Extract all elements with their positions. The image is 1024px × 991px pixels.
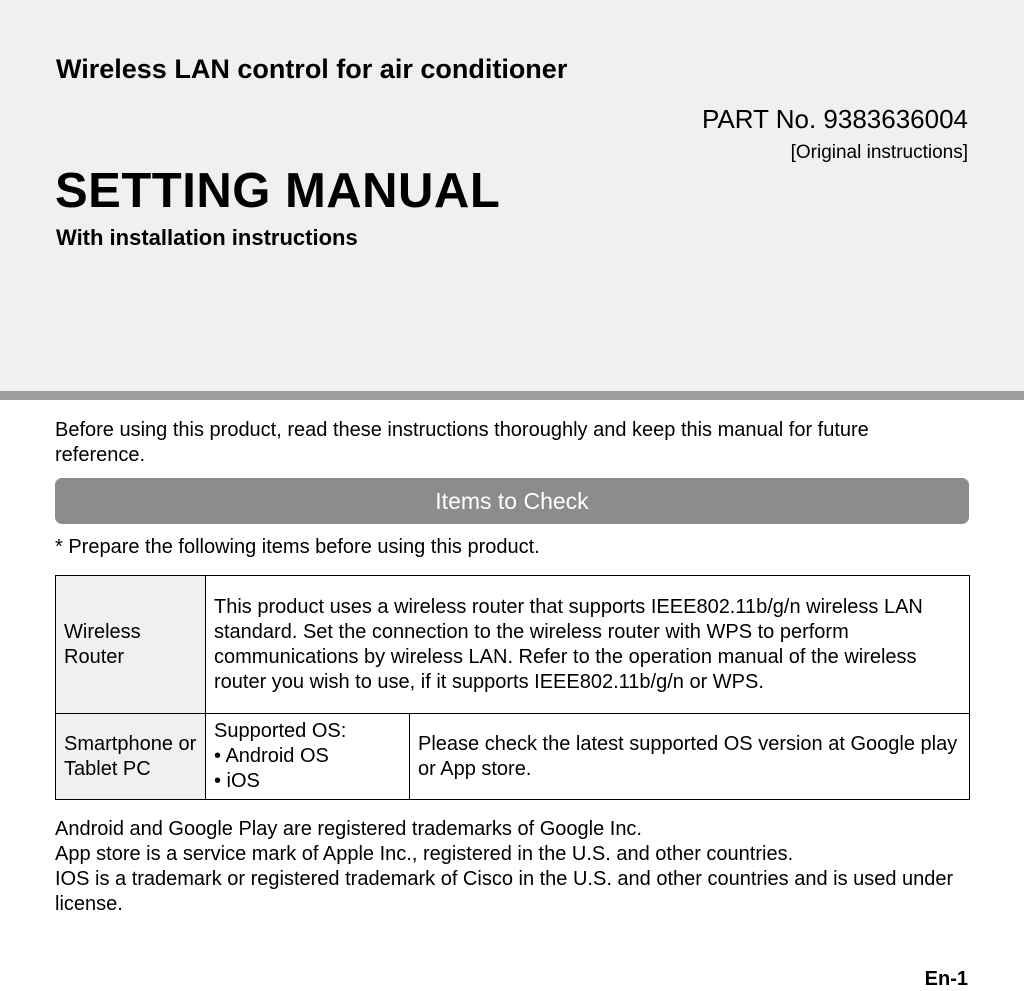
wireless-router-description: This product uses a wireless router that supports IEEE802.11b/g/n wireless LAN standard. Set the connection to the wireless router with WPS to perform communications by wireless LAN. Refer to the operation manual of the wireless router you wish to use, if it supports IEEE802.11b/g/n or WPS. <box>206 576 970 714</box>
table-row-wireless-router <box>56 576 970 714</box>
trademark-android-google-play: Android and Google Play are registered trademarks of Google Inc. <box>55 818 642 840</box>
supported-os-version-note: Please check the latest supported OS version at Google play or App store. <box>410 714 970 800</box>
items-to-check-heading: Items to Check <box>55 478 969 524</box>
trademark-notices <box>55 817 965 917</box>
supported-os-cell <box>206 714 410 800</box>
trademark-app-store: App store is a service mark of Apple Inc., registered in the U.S. and other countries. <box>55 843 794 865</box>
table-row-smartphone-tablet <box>56 714 970 800</box>
trademark-ios: IOS is a trademark or registered trademark of Cisco in the U.S. and other countries and is used under license. <box>55 868 954 915</box>
original-instructions-label: [Original instructions] <box>790 142 968 163</box>
supported-os-list <box>214 744 401 794</box>
header-divider <box>0 391 1024 400</box>
items-to-check-table <box>55 575 970 800</box>
supported-os-label: Supported OS: <box>214 720 347 742</box>
manual-subtitle: With installation instructions <box>56 225 358 250</box>
intro-paragraph: Before using this product, read these instructions thoroughly and keep this manual for future reference. <box>55 419 869 466</box>
os-item-android: • Android OS <box>214 745 329 767</box>
os-item-ios: • iOS <box>214 770 260 792</box>
wireless-router-label: Wireless Router <box>56 576 206 714</box>
part-number: PART No. 9383636004 <box>702 104 968 134</box>
smartphone-tablet-label: Smartphone or Tablet PC <box>56 714 206 800</box>
product-title: Wireless LAN control for air conditioner <box>56 54 568 84</box>
manual-title: SETTING MANUAL <box>55 164 501 218</box>
prepare-items-note: * Prepare the following items before using this product. <box>55 536 540 558</box>
page-number: En-1 <box>924 968 968 990</box>
